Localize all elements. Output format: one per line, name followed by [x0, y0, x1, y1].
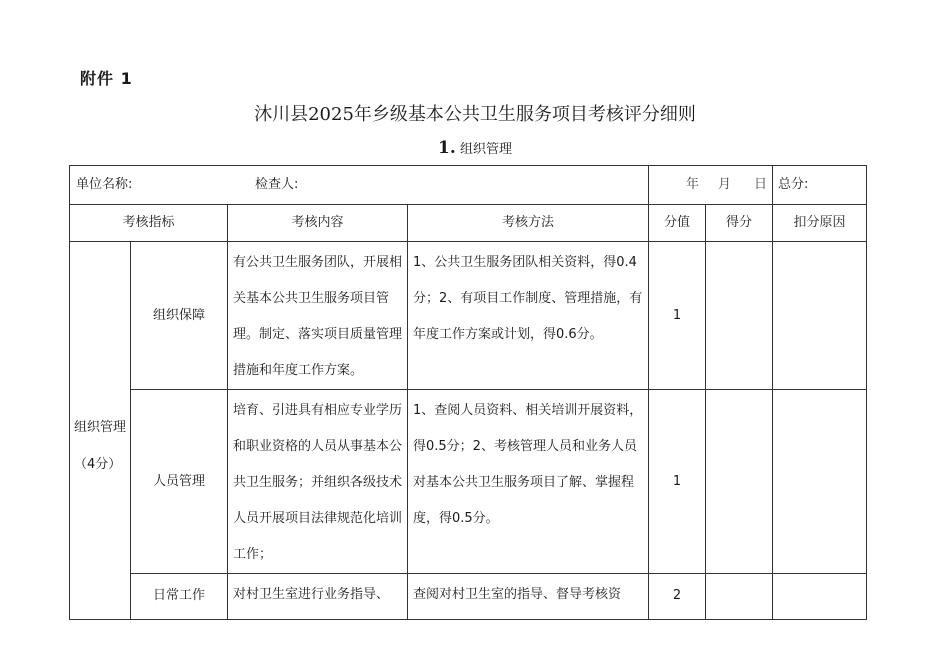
document-title: 沐川县2025年乡级基本公共卫生服务项目考核评分细则 — [254, 104, 696, 125]
date-month-label: 月 — [718, 177, 732, 192]
method-cell: 1、查阅人员资料、相关培训开展资料，得0.5分；2、考核管理人员和业务人员对基本公共卫生服务项目了解、掌握程度，得0.5分。 — [408, 390, 649, 574]
sub-indicator-cell: 人员管理 — [131, 390, 228, 574]
date-day-label: 日 — [754, 177, 768, 192]
deduction-reason-cell — [773, 574, 867, 620]
header-score-got: 得分 — [706, 205, 773, 242]
category-cell: 组织管理（4分） — [70, 242, 131, 620]
score-got-cell — [706, 242, 773, 390]
content-cell: 培育、引进具有相应专业学历和职业资格的人员从事基本公共卫生服务；并组织各级技术人员开展项目法律规范化培训工作； — [228, 390, 408, 574]
header-deduction-reason: 扣分原因 — [773, 205, 867, 242]
table-row — [70, 242, 867, 390]
deduction-reason-cell — [773, 242, 867, 390]
table-row — [70, 390, 867, 574]
score-value-cell: 2 — [649, 574, 706, 620]
sub-indicator-cell: 组织保障 — [131, 242, 228, 390]
section-number: 1. — [438, 138, 456, 158]
sub-indicator-cell: 日常工作 — [131, 574, 228, 620]
header-method: 考核方法 — [408, 205, 649, 242]
section-subtitle — [0, 138, 950, 158]
total-score-cell — [773, 166, 867, 205]
date-cell — [649, 166, 773, 205]
score-got-cell — [706, 390, 773, 574]
scoring-table — [69, 165, 867, 620]
header-score-value: 分值 — [649, 205, 706, 242]
method-cell: 1、公共卫生服务团队相关资料，得0.4分；2、有项目工作制度、管理措施，有年度工作方案或计划，得0.6分。 — [408, 242, 649, 390]
content-cell: 有公共卫生服务团队，开展相关基本公共卫生服务项目管理。制定、落实项目质量管理措施和年度工作方案。 — [228, 242, 408, 390]
header-row — [70, 205, 867, 242]
unit-name-label: 单位名称: — [76, 177, 133, 192]
method-cell: 查阅对村卫生室的指导、督导考核资 — [408, 574, 649, 620]
info-row — [70, 166, 867, 205]
score-value-cell: 1 — [649, 390, 706, 574]
inspector-label: 检查人: — [255, 177, 299, 192]
date-year-label: 年 — [686, 177, 700, 192]
unit-inspector-cell — [70, 166, 649, 205]
content-cell: 对村卫生室进行业务指导、 — [228, 574, 408, 620]
header-indicator: 考核指标 — [70, 205, 228, 242]
score-value-cell: 1 — [649, 242, 706, 390]
score-got-cell — [706, 574, 773, 620]
section-name: 组织管理 — [459, 142, 512, 157]
deduction-reason-cell — [773, 390, 867, 574]
header-content: 考核内容 — [228, 205, 408, 242]
total-score-label: 总分: — [778, 177, 809, 192]
attachment-label: 附件 1 — [80, 69, 133, 88]
table-row — [70, 574, 867, 620]
